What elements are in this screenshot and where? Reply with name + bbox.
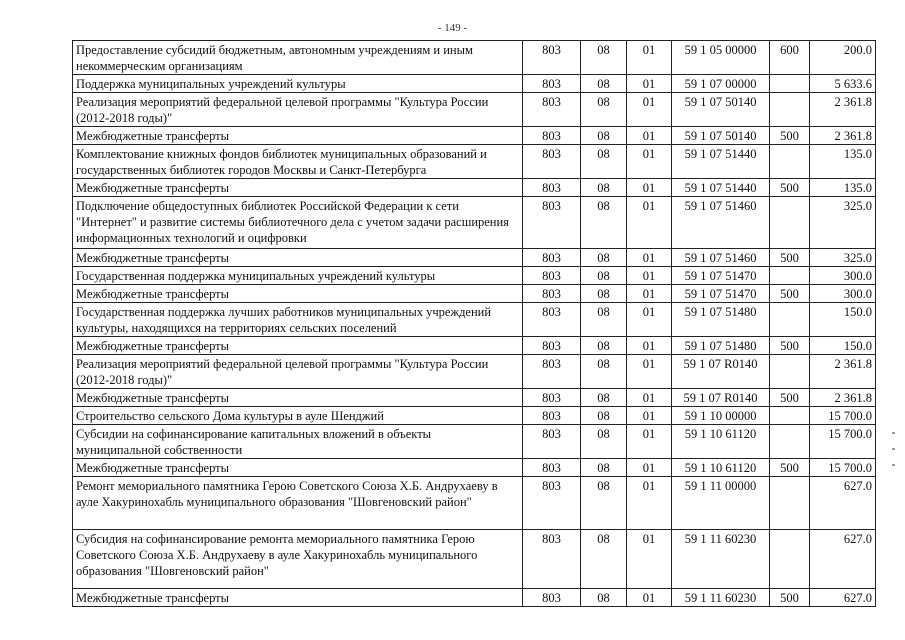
row-vr: 500 — [770, 249, 810, 267]
row-csr: 59 1 10 61120 — [672, 459, 770, 477]
row-section: 08 — [581, 93, 627, 127]
row-code: 803 — [523, 285, 581, 303]
row-csr: 59 1 11 00000 — [672, 477, 770, 530]
row-section: 08 — [581, 127, 627, 145]
row-subsection: 01 — [627, 285, 672, 303]
row-csr: 59 1 05 00000 — [672, 41, 770, 75]
row-vr — [770, 355, 810, 389]
row-section: 08 — [581, 145, 627, 179]
row-code: 803 — [523, 267, 581, 285]
row-csr: 59 1 07 51480 — [672, 337, 770, 355]
table-row — [73, 589, 876, 607]
table-row — [73, 303, 876, 337]
row-vr — [770, 477, 810, 530]
row-name: Государственная поддержка муниципальных учреждений культуры — [73, 267, 523, 285]
table-row — [73, 337, 876, 355]
row-sum: 627.0 — [810, 589, 876, 607]
row-section: 08 — [581, 197, 627, 249]
row-sum: 325.0 — [810, 197, 876, 249]
row-name: Поддержка муниципальных учреждений культуры — [73, 75, 523, 93]
row-section: 08 — [581, 337, 627, 355]
row-csr: 59 1 07 50140 — [672, 127, 770, 145]
row-subsection: 01 — [627, 589, 672, 607]
row-vr — [770, 530, 810, 589]
row-section: 08 — [581, 407, 627, 425]
table-row — [73, 179, 876, 197]
row-name: Межбюджетные трансферты — [73, 459, 523, 477]
row-subsection: 01 — [627, 179, 672, 197]
row-name: Межбюджетные трансферты — [73, 589, 523, 607]
scan-mark — [892, 448, 895, 450]
row-vr — [770, 425, 810, 459]
row-vr — [770, 267, 810, 285]
row-sum: 627.0 — [810, 477, 876, 530]
row-subsection: 01 — [627, 303, 672, 337]
row-vr — [770, 197, 810, 249]
row-code: 803 — [523, 75, 581, 93]
row-csr: 59 1 07 51470 — [672, 267, 770, 285]
row-sum: 135.0 — [810, 145, 876, 179]
table-row — [73, 285, 876, 303]
row-vr: 500 — [770, 389, 810, 407]
row-vr — [770, 303, 810, 337]
row-name: Межбюджетные трансферты — [73, 127, 523, 145]
row-name: Реализация мероприятий федеральной целевой программы "Культура России (2012-2018 годы)" — [73, 93, 523, 127]
row-vr: 500 — [770, 589, 810, 607]
row-csr: 59 1 11 60230 — [672, 589, 770, 607]
row-name: Ремонт мемориального памятника Герою Советского Союза Х.Б. Андрухаеву в ауле Хакуринохабль муниципального образования "Шовгеновский район" — [73, 477, 523, 530]
row-section: 08 — [581, 75, 627, 93]
row-code: 803 — [523, 425, 581, 459]
row-sum: 15 700.0 — [810, 459, 876, 477]
row-vr — [770, 93, 810, 127]
row-section: 08 — [581, 41, 627, 75]
row-code: 803 — [523, 303, 581, 337]
table-row — [73, 530, 876, 589]
row-vr: 600 — [770, 41, 810, 75]
row-code: 803 — [523, 530, 581, 589]
row-subsection: 01 — [627, 337, 672, 355]
row-sum: 15 700.0 — [810, 425, 876, 459]
row-name: Межбюджетные трансферты — [73, 285, 523, 303]
row-subsection: 01 — [627, 93, 672, 127]
table-row — [73, 93, 876, 127]
row-sum: 150.0 — [810, 303, 876, 337]
scan-mark — [892, 464, 895, 466]
row-sum: 5 633.6 — [810, 75, 876, 93]
row-subsection: 01 — [627, 41, 672, 75]
row-csr: 59 1 07 51440 — [672, 179, 770, 197]
row-name: Межбюджетные трансферты — [73, 337, 523, 355]
table-row — [73, 477, 876, 530]
row-subsection: 01 — [627, 389, 672, 407]
row-subsection: 01 — [627, 197, 672, 249]
row-vr: 500 — [770, 285, 810, 303]
scan-mark — [892, 432, 895, 434]
row-section: 08 — [581, 285, 627, 303]
table-row — [73, 355, 876, 389]
row-code: 803 — [523, 589, 581, 607]
table-row — [73, 267, 876, 285]
row-vr — [770, 75, 810, 93]
row-name: Межбюджетные трансферты — [73, 179, 523, 197]
row-csr: 59 1 07 51460 — [672, 197, 770, 249]
table-row — [73, 197, 876, 249]
row-vr: 500 — [770, 337, 810, 355]
row-sum: 325.0 — [810, 249, 876, 267]
table-row — [73, 145, 876, 179]
row-code: 803 — [523, 197, 581, 249]
table-row — [73, 425, 876, 459]
row-subsection: 01 — [627, 267, 672, 285]
row-sum: 2 361.8 — [810, 389, 876, 407]
row-vr: 500 — [770, 179, 810, 197]
row-sum: 627.0 — [810, 530, 876, 589]
table-row — [73, 459, 876, 477]
table-row — [73, 75, 876, 93]
row-code: 803 — [523, 337, 581, 355]
row-sum: 200.0 — [810, 41, 876, 75]
row-csr: 59 1 07 51480 — [672, 303, 770, 337]
row-name: Реализация мероприятий федеральной целевой программы "Культура России (2012-2018 годы)" — [73, 355, 523, 389]
row-code: 803 — [523, 93, 581, 127]
row-subsection: 01 — [627, 407, 672, 425]
row-name: Предоставление субсидий бюджетным, автономным учреждениям и иным некоммерческим организациям — [73, 41, 523, 75]
row-code: 803 — [523, 249, 581, 267]
row-csr: 59 1 10 61120 — [672, 425, 770, 459]
row-code: 803 — [523, 389, 581, 407]
row-subsection: 01 — [627, 530, 672, 589]
row-sum: 2 361.8 — [810, 93, 876, 127]
row-csr: 59 1 07 50140 — [672, 93, 770, 127]
row-vr: 500 — [770, 459, 810, 477]
table-row — [73, 41, 876, 75]
row-code: 803 — [523, 127, 581, 145]
row-sum: 2 361.8 — [810, 355, 876, 389]
row-section: 08 — [581, 589, 627, 607]
row-code: 803 — [523, 477, 581, 530]
row-code: 803 — [523, 355, 581, 389]
row-section: 08 — [581, 267, 627, 285]
row-sum: 15 700.0 — [810, 407, 876, 425]
row-vr: 500 — [770, 127, 810, 145]
row-name: Субсидии на софинансирование капитальных вложений в объекты муниципальной собственности — [73, 425, 523, 459]
row-subsection: 01 — [627, 477, 672, 530]
row-code: 803 — [523, 145, 581, 179]
row-code: 803 — [523, 41, 581, 75]
row-code: 803 — [523, 179, 581, 197]
row-sum: 300.0 — [810, 285, 876, 303]
row-name: Межбюджетные трансферты — [73, 249, 523, 267]
row-section: 08 — [581, 459, 627, 477]
row-code: 803 — [523, 407, 581, 425]
row-csr: 59 1 07 51440 — [672, 145, 770, 179]
table-row — [73, 389, 876, 407]
row-sum: 300.0 — [810, 267, 876, 285]
row-name: Государственная поддержка лучших работников муниципальных учреждений культуры, находящихся на территориях сельских поселений — [73, 303, 523, 337]
row-csr: 59 1 11 60230 — [672, 530, 770, 589]
row-csr: 59 1 07 R0140 — [672, 355, 770, 389]
row-code: 803 — [523, 459, 581, 477]
row-csr: 59 1 07 R0140 — [672, 389, 770, 407]
row-section: 08 — [581, 530, 627, 589]
row-name: Строительство сельского Дома культуры в ауле Шенджий — [73, 407, 523, 425]
row-subsection: 01 — [627, 145, 672, 179]
budget-table — [72, 40, 876, 607]
row-csr: 59 1 10 00000 — [672, 407, 770, 425]
row-section: 08 — [581, 477, 627, 530]
row-subsection: 01 — [627, 127, 672, 145]
row-section: 08 — [581, 389, 627, 407]
row-subsection: 01 — [627, 249, 672, 267]
row-name: Субсидия на софинансирование ремонта мемориального памятника Герою Советского Союза Х.Б. Андрухаеву в ауле Хакуринохабль муниципального образования "Шовгеновский район" — [73, 530, 523, 589]
row-subsection: 01 — [627, 75, 672, 93]
row-vr — [770, 145, 810, 179]
row-section: 08 — [581, 355, 627, 389]
row-csr: 59 1 07 51470 — [672, 285, 770, 303]
row-sum: 2 361.8 — [810, 127, 876, 145]
table-row — [73, 407, 876, 425]
row-csr: 59 1 07 00000 — [672, 75, 770, 93]
table-row — [73, 249, 876, 267]
row-name: Подключение общедоступных библиотек Российской Федерации к сети "Интернет" и развитие системы библиотечного дела с учетом задачи расширения информационных технологий и оцифровки — [73, 197, 523, 249]
row-section: 08 — [581, 303, 627, 337]
row-section: 08 — [581, 179, 627, 197]
row-sum: 135.0 — [810, 179, 876, 197]
row-csr: 59 1 07 51460 — [672, 249, 770, 267]
row-subsection: 01 — [627, 459, 672, 477]
page-number: - 149 - — [437, 22, 468, 34]
row-section: 08 — [581, 249, 627, 267]
table-row — [73, 127, 876, 145]
row-name: Межбюджетные трансферты — [73, 389, 523, 407]
row-name: Комплектование книжных фондов библиотек муниципальных образований и государственных библиотек городов Москвы и Санкт-Петербурга — [73, 145, 523, 179]
row-subsection: 01 — [627, 355, 672, 389]
row-subsection: 01 — [627, 425, 672, 459]
row-section: 08 — [581, 425, 627, 459]
row-sum: 150.0 — [810, 337, 876, 355]
row-vr — [770, 407, 810, 425]
